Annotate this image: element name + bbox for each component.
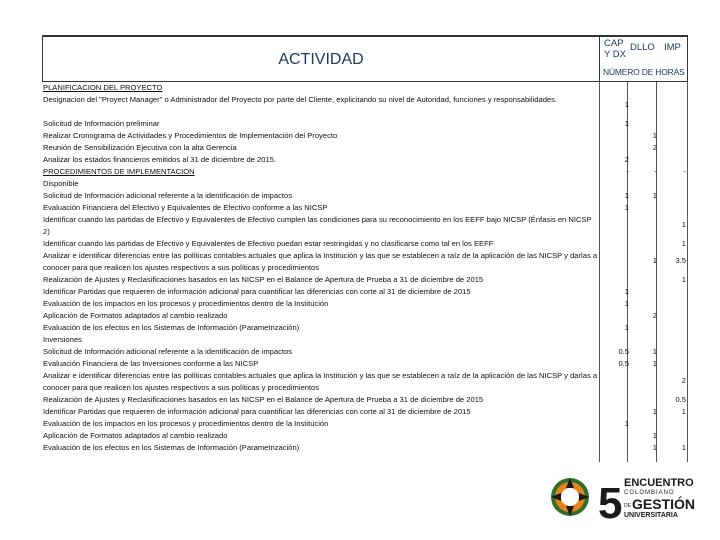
activity-text: Realización de Ajustes y Reclasificaciones basados en las NICSP en el Balance de Apertura de Prueba a 31 de diciembre de 2015 bbox=[43, 395, 484, 404]
dllo-hours: - bbox=[654, 167, 657, 176]
table-row bbox=[42, 274, 688, 286]
encuentro-logo bbox=[540, 466, 700, 530]
activity-text: Realizar Cronograma de Actividades y Procedimientos de Implementación del Proyecto bbox=[43, 131, 338, 140]
activity-text: Reunión de Sensibilización Ejecutiva con la alta Gerencia bbox=[43, 143, 237, 152]
table-row bbox=[42, 322, 688, 334]
table-row bbox=[42, 406, 688, 418]
cap-hours: 1 bbox=[624, 323, 629, 332]
table-row bbox=[42, 118, 688, 130]
hours-unit-label: NÚMERO DE HORAS bbox=[603, 67, 685, 77]
activity-text: Identificar Partidas que requieren de información adicional para cuantificar las diferencias con corte al 31 de diciembre de 2015 bbox=[43, 287, 471, 296]
logo-line-1: ENCUENTRO bbox=[624, 477, 694, 489]
dllo-hours: 1 bbox=[652, 359, 657, 368]
cap-hours: 1 bbox=[624, 119, 629, 128]
cap-hours: - bbox=[626, 167, 629, 176]
table-row bbox=[42, 154, 688, 166]
cap-hours: 0.5 bbox=[618, 347, 629, 356]
activity-column-header: ACTIVIDAD bbox=[43, 37, 600, 83]
table-row bbox=[42, 130, 688, 142]
table-row bbox=[42, 250, 688, 274]
table-row bbox=[42, 418, 688, 430]
table-row bbox=[42, 142, 688, 154]
logo-number: 5 bbox=[598, 479, 623, 528]
activity-text: PROCEDIMIENTOS DE IMPLEMENTACION bbox=[43, 167, 195, 176]
activity-text: Analizar e identificar diferencias entre las políticas contables actuales que aplica la Institución y las que se establecen a raíz de la aplicación de las NICSP y darlas a conocer para que realicen los ajustes respectivos a sus políticas y procedimientos bbox=[43, 251, 598, 272]
dllo-hours: 1 bbox=[652, 131, 657, 140]
table-row bbox=[42, 310, 688, 322]
cap-hours: 1 bbox=[624, 287, 629, 296]
table-row bbox=[42, 430, 688, 442]
table-row bbox=[42, 166, 688, 178]
activity-text: Aplicación de Formatos adaptados al cambio realizado bbox=[43, 311, 228, 320]
activity-text: Aplicación de Formatos adaptados al cambio realizado bbox=[43, 431, 228, 440]
table-row bbox=[42, 202, 688, 214]
logo-line-3-prefix: DE bbox=[624, 503, 631, 509]
table-row bbox=[42, 334, 688, 346]
activity-text: Designacion del "Proyect Manager" o Administrador del Proyecto por parte del Cliente, explicitando su nivel de Autoridad, funciones y responsabilidades. bbox=[43, 95, 558, 104]
table-row bbox=[42, 214, 688, 238]
activity-text: Solicitud de Información adicional referente a la identificación de impactos bbox=[43, 191, 293, 200]
table-row bbox=[42, 238, 688, 250]
imp-hours: 1 bbox=[681, 239, 686, 248]
logo-line-3: GESTIÓN bbox=[632, 496, 696, 512]
table-row bbox=[42, 442, 688, 454]
activity-text: Solicitud de Información adicional referente a la identificación de impactos bbox=[43, 347, 293, 356]
dllo-hours: 1 bbox=[652, 443, 657, 452]
activity-text: Evaluación Financiera de las Inversiones conforme a las NICSP bbox=[43, 359, 259, 368]
activity-text: Inversiones bbox=[43, 335, 82, 344]
table-row bbox=[42, 82, 688, 94]
imp-column-header: IMP bbox=[664, 42, 681, 53]
cap-hours: 1 bbox=[624, 419, 629, 428]
table-header bbox=[42, 36, 688, 82]
cap-hours: 0.5 bbox=[618, 359, 629, 368]
logo-emblem-icon bbox=[551, 478, 589, 516]
imp-hours: 1 bbox=[681, 275, 686, 284]
imp-hours: 1 bbox=[681, 443, 686, 452]
dllo-hours: 1 bbox=[652, 431, 657, 440]
encuentro-logo-graphic bbox=[540, 466, 700, 530]
dllo-hours: 1 bbox=[652, 407, 657, 416]
activity-text: Solicitud de Información preliminar bbox=[43, 119, 160, 128]
imp-hours: 0.5 bbox=[675, 395, 686, 404]
cap-hours: 1 bbox=[624, 299, 629, 308]
table-row bbox=[42, 178, 688, 190]
dllo-column-header: DLLO bbox=[630, 42, 655, 53]
activity-text: Identificar cuando las partidas de Efectivo y Equivalentes de Efectivo cumplen las condiciones para su reconocimiento en los EEFF bajo NICSP (Énfasis en NICSP 2) bbox=[43, 215, 592, 236]
table-row bbox=[42, 286, 688, 298]
cap-hours: 1 bbox=[624, 191, 629, 200]
cap-column-header: CAP Y DX bbox=[604, 38, 627, 60]
cap-hours: 2 bbox=[624, 155, 629, 164]
activity-grid bbox=[42, 82, 688, 462]
logo-line-2: COLOMBIANO bbox=[624, 490, 675, 496]
dllo-hours: 1 bbox=[652, 191, 657, 200]
activity-text: Evaluación Financiera del Efectivo y Equivalentes de Efectivo conforme a las NICSP bbox=[43, 203, 328, 212]
dllo-hours: 2 bbox=[652, 143, 657, 152]
table-row bbox=[42, 190, 688, 202]
activity-sheet bbox=[42, 36, 688, 462]
activity-text: Analizar los estados financieros emitidos al 31 de diciembre de 2015. bbox=[43, 155, 277, 164]
table-row bbox=[42, 94, 688, 118]
activity-text: Disponible bbox=[43, 179, 79, 188]
activity-text: Evaluación de los impactos en los procesos y procedimientos dentro de la Institución bbox=[43, 419, 329, 428]
logo-line-4: UNIVERSITARIA bbox=[624, 512, 678, 519]
table-row bbox=[42, 298, 688, 310]
activity-text: PLANIFICACION DEL PROYECTO bbox=[43, 83, 163, 92]
dllo-hours: 1 bbox=[652, 256, 657, 265]
table-row bbox=[42, 346, 688, 358]
dllo-hours: 2 bbox=[652, 311, 657, 320]
activity-text: Identificar Partidas que requieren de información adicional para cuantificar las diferencias con corte al 31 de diciembre de 2015 bbox=[43, 407, 471, 416]
cap-hours: 1 bbox=[624, 100, 629, 109]
dllo-hours: 1 bbox=[652, 347, 657, 356]
imp-hours: 1 bbox=[681, 220, 686, 229]
activity-text: Analizar e identificar diferencias entre las políticas contables actuales que aplica la Institución y las que se establecen a raíz de la aplicación de las NICSP y darlas a conocer para que realicen los ajustes respectivos a sus políticas y procedimientos bbox=[43, 371, 598, 392]
table-row bbox=[42, 358, 688, 370]
table-row bbox=[42, 370, 688, 394]
imp-hours: 1 bbox=[681, 407, 686, 416]
activity-text: Realización de Ajustes y Reclasificaciones basados en las NICSP en el Balance de Apertura de Prueba a 31 de diciembre de 2015 bbox=[43, 275, 484, 284]
activity-text: Evaluación de los efectos en los Sistemas de Información (Parametrización) bbox=[43, 323, 300, 332]
activity-rows bbox=[42, 82, 688, 454]
cap-hours: 1 bbox=[624, 203, 629, 212]
imp-hours: - bbox=[683, 167, 686, 176]
imp-hours: 3.5 bbox=[675, 256, 686, 265]
activity-text: Identificar cuando las partidas de Efectivo y Equivalentes de Efectivo puedan estar restringidas y no clasificarse como tal en los EEFF bbox=[43, 239, 494, 248]
activity-text: Evaluación de los impactos en los procesos y procedimientos dentro de la Institución bbox=[43, 299, 329, 308]
table-row bbox=[42, 394, 688, 406]
activity-text: Evaluación de los efectos en los Sistemas de Información (Parametrización) bbox=[43, 443, 300, 452]
imp-hours: 2 bbox=[681, 376, 686, 385]
